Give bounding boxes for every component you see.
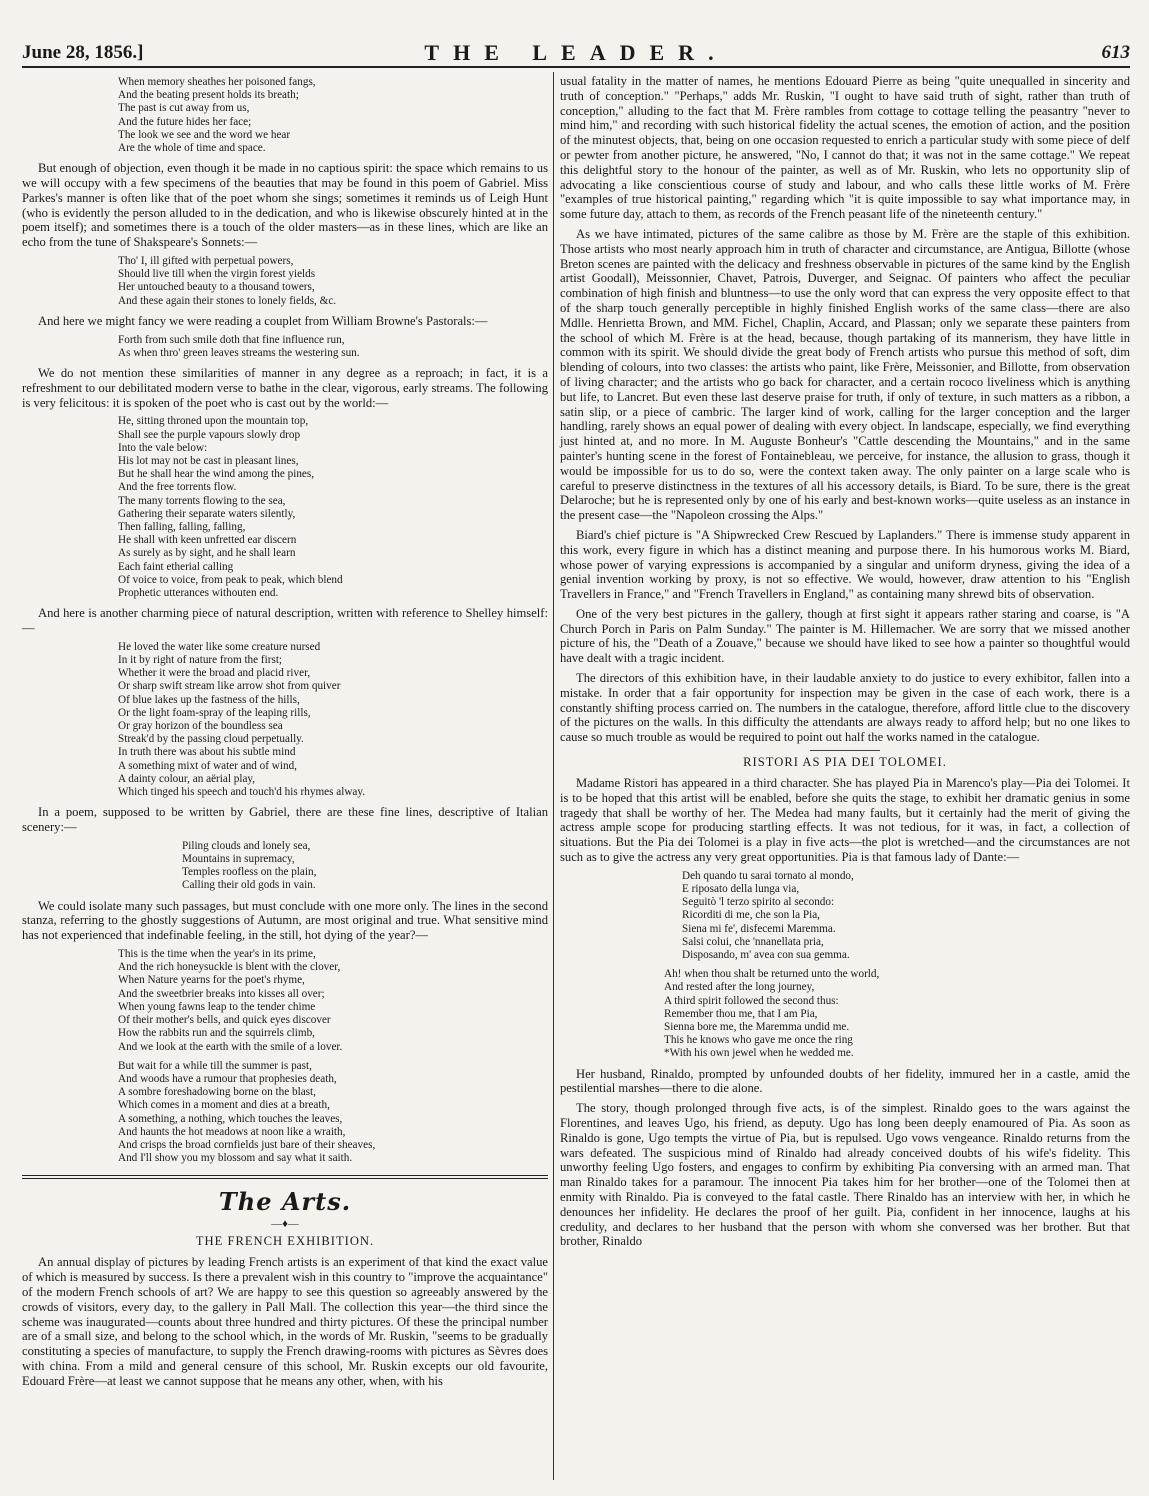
paragraph: But enough of objection, even though it be made in no captious spirit: the space which remains to us we will occupy with a few specimens of the beauties that may be found in this poem of Gabriel. Miss Parkes's manner is often like that of the poet whom she sings; sometimes it reminds us of Leigh Hunt (who is evidently the person alluded to in the dedication, and who is likewise obscurely hinted at in the poem itself); and sometimes there is a touch of the older masters—as in these lines, which are like an echo from the tune of Shakspeare's Sonnets:— — [22, 161, 548, 250]
right-column — [560, 74, 1130, 1254]
verse-line: Disposando, m' avea con sua gemma. — [682, 949, 850, 962]
verse-line: This is the time when the year's in its prime, — [118, 948, 316, 961]
verse-line: And we look at the earth with the smile of a lover. — [118, 1040, 343, 1053]
verse-line: In truth there was about his subtle mind — [118, 746, 296, 759]
verse-line: Of blue lakes up the fastness of the hills, — [118, 693, 300, 706]
verse-line: And haunts the hot meadows at noon like a wraith, — [118, 1125, 346, 1138]
verse-block — [118, 334, 548, 360]
verse-line: As surely as by sight, and he shall learn — [118, 547, 296, 560]
verse-line: When Nature yearns for the poet's rhyme, — [118, 974, 305, 987]
paragraph: And here we might fancy we were reading a couplet from William Browne's Pastorals:— — [38, 313, 488, 328]
verse-block — [118, 1060, 548, 1166]
verse-line: Should live till when the virgin forest yields — [118, 268, 316, 281]
verse-line: Gathering their separate waters silently, — [118, 507, 296, 520]
verse-line: And I'll show you my blossom and say what it saith. — [118, 1152, 353, 1165]
verse-line: He shall with keen unfretted ear discern — [118, 534, 297, 547]
verse-line: Mountains in supremacy, — [182, 853, 295, 866]
verse-line: And the future hides her face; — [118, 115, 252, 128]
verse-line: Of voice to voice, from peak to peak, which blend — [118, 573, 343, 586]
verse-line: Then falling, falling, falling, — [118, 521, 246, 534]
verse-line: Each faint etherial calling — [118, 560, 234, 573]
verse-line: And crisps the broad cornfields just bare of their sheaves, — [118, 1138, 376, 1151]
verse-line: And woods have a rumour that prophesies death, — [118, 1072, 337, 1085]
verse-line: In it by right of nature from the first; — [118, 654, 283, 667]
paragraph: As we have intimated, pictures of the same calibre as those by M. Frère are the staple of this exhibition. Those artists who most nearly approach him in truth of character and circumstance, are Antigua, Billotte (whose Breton scenes are painted with the delicacy and freshness observable in pictures of the same kind by the English artist Goodall), Meissonnier, Chavet, Patrois, Duverger, and Seignac. Of painters who affect the peculiar combination of high finish and bluntness—to use the only word that can express the very opposite effect to that of the sharp touch generally perceptible in highly finished English works of the same class—there are also Mdlle. Henrietta Brown, and MM. Fichel, Chaplin, Accard, and Plassan; only we separate these painters from the school of which M. Frère is at the head, because, though partaking of its mannerism, they have little in common with its spirit. We should divide the great body of French artists who pursue this method of soft, dim blending of colours, into two classes: the artists who paint, like Frère, Meissonier, and Billotte, from observation of living character; and the artists who go back for character, and a certain rococo liveliness which is anything but life, to Lancret. But even these last deserve praise for truth, if only of texture, in such matters as a ribbon, a satin slip, or a piece of cambric. The larger kind of work, calling for the larger conception and the larger handling, rarely shows an equal power of dealing with every object. In landscape, especially, we find everything just hinted at, and no more. In M. Auguste Bonheur's "Cattle descending the Mountains," and in the same painter's hunting scene in the forest of Fontainebleau, we perceive, for instance, the allusion to grass, though it would be impossible for us to do so, were the context taken away. The only painter on a large scale who is careful to preserve distinctness in the textures of all his accessory details, is Biard. To be sure, there is the great Delaroche; but he is represented only by one of his early and best-known works—quite useless as an instance in the present case—the "Napoleon crossing the Alps." — [560, 226, 1130, 523]
verse-line: Seguitò 'l terzo spirito al secondo: — [682, 896, 835, 909]
section-heading: The Arts. — [218, 1187, 352, 1217]
paragraph: The directors of this exhibition have, in their laudable anxiety to do justice to every exhibitor, fallen into a mistake. In order that a fair opportunity for inspection may be given in the case of each work, there is a constantly shifting process carried on. The numbers in the catalogue, therefore, afford little clue to the discovery of the pictures on the walls. In this difficulty the attendants are always ready to afford help; but no one likes to cause so much trouble as would be required to point out half the works named in the catalogue. — [560, 671, 1130, 745]
verse-line: The past is cut away from us, — [118, 102, 250, 115]
verse-line: Deh quando tu sarai tornato al mondo, — [682, 869, 854, 882]
verse-block — [682, 870, 1130, 962]
verse-line: Ricorditi di me, che son la Pia, — [682, 909, 820, 922]
verse-line: Siena mi fe', disfecemi Maremma. — [682, 922, 836, 935]
verse-line: Or sharp swift stream like arrow shot from quiver — [118, 680, 341, 693]
verse-line: Salsi colui, che 'nnanellata pria, — [682, 935, 824, 948]
verse-line: Calling their old gods in vain. — [182, 879, 316, 892]
issue-date: June 28, 1856.] — [22, 42, 144, 63]
paragraph: Biard's chief picture is "A Shipwrecked Crew Rescued by Laplanders." There is immense study apparent in this work, every figure in which has a distinct meaning and purpose there. In his humorous works M. Biard, whose power of varying expressions is accompanied by a singular and uniform dryness, giving the idea of a genial invention working by proxy, is not so effective. We would, however, draw attention to his "English Travellers in France," and "French Travellers in England," as containing many shrewd bits of observation. — [560, 527, 1130, 602]
paragraph: An annual display of pictures by leading French artists is an experiment of that kind the exact value of which is measured by success. Is there a prevalent wish in this country to "improve the acquaintance" of the modern French schools of art? We are happy to see this question so agreeably answered by the crowds of visitors, every day, to the gallery in Pall Mall. The collection this year—the third since the scheme was inaugurated—counts about three hundred and thirty pictures. Of these the principal number are of a small size, and belong to the school which, in the words of Mr. Ruskin, "seems to be gradually constituting a species of manufacture, to supply the French drawing-rooms with pictures as Sèvres does with china. From a mild and general censure of this school, Mr. Ruskin excepts our old favourite, Edouard Frère—at least we cannot suppose that he means any other, when, with his — [22, 1255, 548, 1388]
ornament: —♦— — [271, 1218, 299, 1231]
verse-line: Prophetic utterances withouten end. — [118, 587, 279, 600]
verse-line: Sienna bore me, the Maremma undid me. — [664, 1021, 850, 1034]
verse-line: When memory sheathes her poisoned fangs, — [118, 76, 316, 88]
verse-block — [182, 840, 548, 893]
verse-block — [118, 415, 548, 600]
paragraph: The story, though prolonged through five acts, is of the simplest. Rinaldo goes to the wars against the Florentines, and leaves Ugo, his friend, as deputy. Ugo has long been deeply enamoured of Pia. As soon as Rinaldo is gone, Ugo tempts the virtue of Pia, but is repulsed. Ugo vows vengeance. Rinaldo returns from the wars defeated. The suspicious mind of Rinaldo had already conceived doubts of his wife's fidelity. This unworthy feeling Ugo fosters, and engages to confirm by exhibiting Pia conversing with an armed man. That man Rinaldo takes for a paramour. The innocent Pia takes him for her brother—one of the Tolomei then at enmity with Rinaldo. Pia is conveyed to the fatal castle. There Rinaldo has an interview with her, in which he denounces her infidelity. He declares the proof of her guilt. Pia, confident in her innocence, laughs at his credulity, and declares to her husband that the person with whom she conversed was her brother. But that brother, Rinaldo — [560, 1101, 1130, 1249]
verse-line: Streak'd by the passing cloud perpetually. — [118, 733, 304, 746]
verse-line: This he knows who gave me once the ring — [664, 1034, 853, 1047]
verse-line: Shall see the purple vapours slowly drop — [118, 428, 301, 441]
paragraph: We do not mention these similarities of manner in any degree as a reproach; in fact, it is a refreshment to our debilitated modern verse to bathe in the clear, vigorous, early streams. The following is very felicitous: it is spoken of the poet who is cast out by the world:— — [22, 366, 548, 410]
verse-block — [664, 968, 1130, 1060]
verse-block — [118, 255, 548, 308]
verse-line: He loved the water like some creature nursed — [118, 640, 321, 653]
paragraph: Her husband, Rinaldo, prompted by unfounded doubts of her fidelity, immured her in a castle, amid the pestilential marshes—there to die alone. — [560, 1066, 1130, 1096]
verse-line: Temples roofless on the plain, — [182, 866, 317, 879]
verse-line: Tho' I, ill gifted with perpetual powers, — [118, 255, 294, 267]
verse-block — [118, 76, 548, 155]
verse-line: Which tinged his speech and touch'd his rhymes alway. — [118, 786, 366, 799]
verse-line: Her untouched beauty to a thousand towers, — [118, 281, 315, 294]
verse-line: E riposato della lunga via, — [682, 883, 800, 896]
paragraph: usual fatality in the matter of names, he mentions Edouard Pierre as being "quite unequalled in sincerity and truth of conception." "Perhaps," adds Mr. Ruskin, "I ought to have said truth of sight, rather than truth of conception," alluding to the fact that M. Frère rambles from cottage to cottage telling the peasantry "never to mind him," and recording with such historical fidelity the actual scenes, the emotion of action, and the position of the minutest objects, that, being on one occasion requested to enrich a particular study with some piece of delf or pewter from another picture, he answered, "No, I cannot do that; it was not in the same cottage." We repeat this delightful story to the honour of the painter, as well as of Mr. Ruskin, who lets no opportunity slip of advocating a like conscientious course of study and labour, and who calls these little works of M. Frère "examples of true historical painting," regarding which "it is quite impossible to say what importance may, in some future day, attach to them, as records of the French peasant life of the nineteenth century." — [560, 74, 1130, 222]
verse-line: A sombre foreshadowing borne on the blast, — [118, 1086, 316, 1099]
verse-block — [118, 641, 548, 799]
verse-line: Are the whole of time and space. — [118, 142, 266, 155]
verse-line: But wait for a while till the summer is past, — [118, 1059, 312, 1072]
verse-line: And the beating present holds its breath; — [118, 89, 299, 102]
newspaper-title: THE LEADER. — [424, 40, 728, 65]
verse-line: Remember thou me, that I am Pia, — [664, 1007, 818, 1020]
article-rule — [810, 750, 880, 751]
verse-line: Into the vale below: — [118, 441, 208, 454]
verse-line: Whether it were the broad and placid river, — [118, 667, 311, 680]
verse-line: As when thro' green leaves streams the westering sun. — [118, 346, 360, 359]
verse-line: Of their mother's bells, and quick eyes discover — [118, 1014, 331, 1027]
verse-line: A dainty colour, an aërial play, — [118, 772, 256, 785]
verse-line: The look we see and the word we hear — [118, 128, 291, 141]
verse-line: Or gray horizon of the boundless sea — [118, 720, 283, 733]
verse-line: And the rich honeysuckle is blent with the clover, — [118, 961, 341, 974]
verse-line: Or the light foam-spray of the leaping rills, — [118, 706, 311, 719]
paragraph: In a poem, supposed to be written by Gabriel, there are these fine lines, descriptive of Italian scenery:— — [22, 805, 548, 835]
verse-line: How the rabbits run and the squirrels climb, — [118, 1027, 315, 1040]
verse-line: Piling clouds and lonely sea, — [182, 839, 311, 852]
verse-line: A something, a nothing, which touches the leaves, — [118, 1112, 343, 1125]
verse-line: And rested after the long journey, — [664, 981, 815, 994]
verse-line: When young fawns leap to the tender chime — [118, 1000, 316, 1013]
verse-line: Ah! when thou shalt be returned unto the world, — [664, 968, 880, 981]
verse-line: *With his own jewel when he wedded me. — [664, 1047, 854, 1060]
article-title: RISTORI AS PIA DEI TOLOMEI. — [743, 755, 947, 770]
paragraph: And here is another charming piece of natural description, written with reference to Shelley himself:— — [22, 606, 548, 636]
verse-line: And these again their stones to lonely fields, &c. — [118, 294, 337, 307]
left-column — [22, 74, 548, 1394]
verse-line: And the sweetbrier breaks into kisses all over; — [118, 987, 325, 1000]
page-number: 613 — [1101, 42, 1130, 63]
verse-line: The many torrents flowing to the sea, — [118, 494, 286, 507]
section-rule — [22, 1175, 548, 1179]
verse-line: Forth from such smile doth that fine influence run, — [118, 333, 345, 346]
verse-line: He, sitting throned upon the mountain top, — [118, 415, 309, 428]
verse-block — [118, 948, 548, 1054]
column-divider — [553, 72, 554, 1480]
verse-line: Which comes in a moment and dies at a breath, — [118, 1099, 330, 1112]
paragraph: Madame Ristori has appeared in a third character. She has played Pia in Marenco's play—Pia dei Tolomei. It is to be hoped that this artist will be enabled, before she quits the stage, to exhibit her dramatic genius in some tragedy that shall be worthy of her. The Medea had many faults, but it certainly had the merit of giving the actress ample scope for producing startling effects. It was not tedious, for it was, in fact, a collection of situations. But the Pia dei Tolomei is a play in five acts—the plot is wretched—and the circumstances are not such as to give the actress any very great opportunities. Pia is that famous lady of Dante:— — [560, 776, 1130, 865]
masthead — [22, 40, 1130, 68]
verse-line: But he shall hear the wind among the pines, — [118, 468, 315, 481]
article-title: THE FRENCH EXHIBITION. — [195, 1234, 375, 1249]
paragraph: We could isolate many such passages, but must conclude with one more only. The lines in the second stanza, referring to the ghostly suggestions of Autumn, are most original and true. What sensitive mind has not experienced that indefinable feeling, in the still, hot dying of the year?— — [22, 898, 548, 943]
paragraph: One of the very best pictures in the gallery, though at first sight it appears rather staring and coarse, is "A Church Porch in Paris on Palm Sunday." The painter is M. Hillemacher. We are sorry that we missed another picture of his, the "Death of a Zouave," because we should have liked to see how a painter so thoughtful would have dealt with a tragic incident. — [560, 606, 1130, 666]
verse-line: His lot may not be cast in pleasant lines, — [118, 455, 299, 468]
verse-line: And the free torrents flow. — [118, 481, 237, 494]
verse-line: A third spirit followed the second thus: — [664, 994, 839, 1007]
verse-line: A something mixt of water and of wind, — [118, 759, 297, 772]
